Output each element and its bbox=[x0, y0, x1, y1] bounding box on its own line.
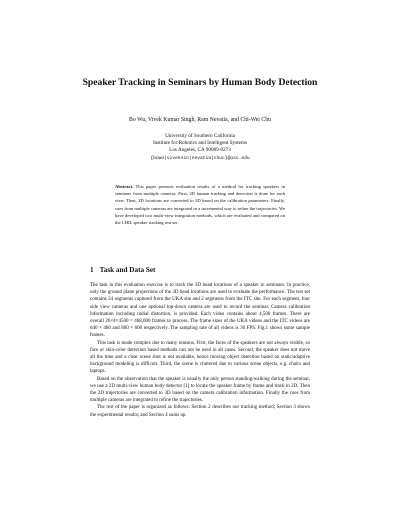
author-emails: {bowu|viveksin|nevatia|chuc}@usc.edu bbox=[150, 155, 250, 161]
affiliation-university: University of Southern California bbox=[165, 133, 235, 139]
affiliation-institute: Institute for Robotics and Intelligent Systems bbox=[152, 140, 248, 147]
abstract-label: Abstract. bbox=[115, 184, 134, 189]
affiliation-block bbox=[60, 133, 340, 162]
section-title: Task and Data Set bbox=[99, 266, 156, 274]
abstract-text: This paper presents evaluation results of a method for tracking speakers in seminars from multiple cameras. First, 2D human tracking and detection is done for each view. Then, 2D locations are converted to 3D based on the calibration parameters. Finally, cues from multiple cameras are integrated in a incremental way to refine the trajectories. We have developed two multi-view integration methods, which are evaluated and compared on the CHIL speaker tracking test set. bbox=[115, 184, 285, 226]
affiliation-address: Los Angeles, CA 90089-0273 bbox=[169, 147, 231, 154]
section-number: 1 bbox=[90, 266, 94, 274]
paragraph: The task in this evaluation exercise is to track the 3D head locations of a speaker in seminars. In practice, only the ground plane projections of the 3D head locations are used to evaluate the performance. The test set contains 24 segments captured from the UKA site and 2 segments from the ITC site. For each segment, four side view cameras and one optional top-down camera are used to record the seminar. Camera calibration information including radial distortion, is provided. Each video contains about 4,500 frames. There are overall 26×4×4500 = 468,000 frames to process. The frame sizes of the UKA videos and the ITC videos are 640 × 480 and 800 × 600 respectively. The sampling rate of all videos is 30 FPS. Fig.1 shows some sample frames. bbox=[90, 283, 310, 339]
paragraph: This task is made complex due to many reasons. First, the faces of the speakers are not always visible, so face or skin-color detection based methods can not be used in all cases. Second, the speaker does not move all the time and a clear scene shot is not available, hence moving object detection based on static/adaptive background modeling is difficult. Third, the scene is cluttered due to various scene objects, e.g. chairs and laptops. bbox=[90, 340, 310, 375]
section-body bbox=[90, 282, 310, 419]
paragraph: Based on the observation that the speaker is usually the only person standing/walking during the seminar, we use a 2D multi-view human body detector [1] to locate the speaker frame by frame and track in 2D. Then the 2D trajectories are converted to 3D based on the camera calibration information. Finally the cues from multiple cameras are integrated to refine the trajectories. bbox=[90, 376, 310, 404]
author-list: Bo Wu, Vivek Kumar Singh, Ram Nevatia, and Chi-Wei Chu bbox=[128, 117, 272, 123]
abstract bbox=[115, 183, 285, 226]
section-heading bbox=[90, 266, 155, 275]
paper-title: Speaker Tracking in Seminars by Human Body Detection bbox=[82, 77, 318, 88]
paragraph: The rest of the paper is organized as follows: Section 2 describes our tracking method; Section 3 shows the experimental results; and Section 4 sums up. bbox=[90, 405, 310, 418]
